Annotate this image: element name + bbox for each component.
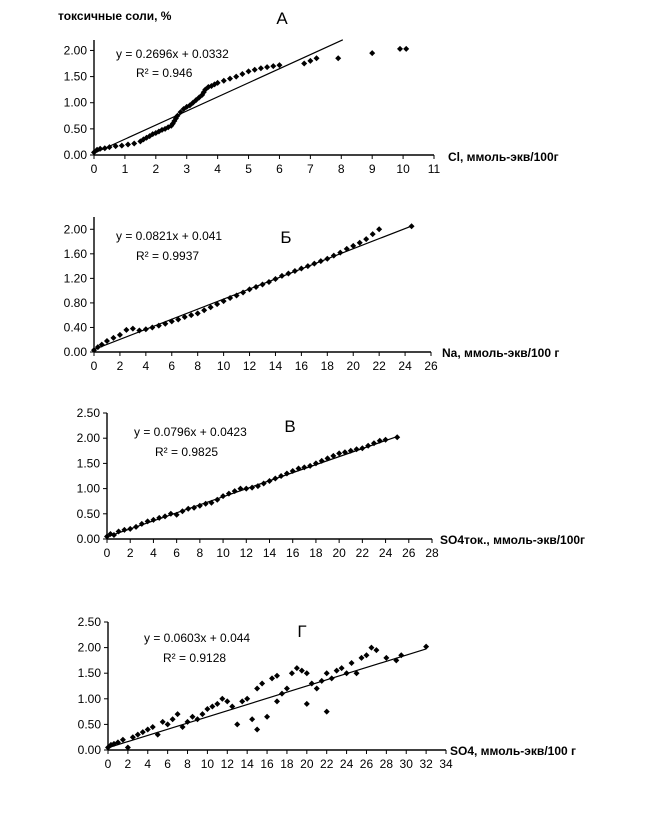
x-tick-label: 12 [239,546,253,560]
data-point [292,268,298,274]
data-point [270,63,276,69]
x-tick-label: 1 [121,162,129,176]
data-point [264,64,270,70]
data-point [383,655,389,661]
x-tick-label: 4 [150,546,157,560]
x-tick-label: 16 [286,546,300,560]
panel-letter-v: В [284,417,296,436]
data-point [162,513,168,519]
data-point [259,680,265,686]
data-point [233,74,239,80]
chart-panel-b [64,217,560,373]
data-point [284,686,290,692]
r-squared-label: R² = 0.9937 [136,249,200,263]
data-point [252,67,258,73]
data-point [195,310,201,316]
y-tick-label: 2.00 [63,222,87,237]
data-point [130,326,136,332]
data-point [224,698,230,704]
x-tick-label: 20 [300,757,314,771]
data-point [269,675,275,681]
x-tick-label: 22 [372,359,386,373]
data-point [397,46,403,52]
x-tick-label: 8 [337,162,345,176]
data-point [329,675,335,681]
x-tick-label: 12 [242,359,257,373]
data-point [274,673,280,679]
data-point [318,258,324,264]
y-tick-label: 2.50 [76,406,100,420]
x-tick-label: 6 [164,757,171,771]
x-axis-label: SO4, ммоль-экв/100 г [450,744,576,758]
x-tick-label: 26 [359,757,374,771]
data-point [272,276,278,282]
data-point [319,678,325,684]
y-tick-label: 1.60 [63,246,87,261]
data-point [307,58,313,64]
y-tick-label: 0.00 [63,148,87,162]
data-point [160,719,166,725]
regression-equation: y = 0.0603x + 0.044 [144,631,251,645]
data-point [234,721,240,727]
data-point [185,506,191,512]
x-tick-label: 10 [216,359,231,373]
data-point [260,282,266,288]
data-point [249,716,255,722]
data-point [349,660,355,666]
x-tick-label: 26 [402,546,416,560]
data-point [237,486,243,492]
data-point [175,711,181,717]
data-point [298,266,304,272]
data-point [258,65,264,71]
data-point [150,724,156,730]
chart-panel-g [78,615,576,771]
regression-equation: y = 0.2696x + 0.0332 [116,47,229,61]
data-point [246,68,252,74]
x-tick-label: 2 [152,162,160,176]
data-point [239,71,245,77]
x-tick-label: 6 [276,162,283,176]
data-point [299,668,305,674]
data-point [335,55,341,61]
data-point [311,261,317,267]
data-point [125,142,131,148]
y-tick-label: 1.00 [76,481,100,496]
x-tick-label: 0 [90,359,98,373]
data-point [324,670,330,676]
data-point [359,655,365,661]
y-tick-label: 2.00 [76,431,100,446]
x-tick-label: 10 [200,757,215,771]
y-tick-label: 0.00 [77,743,101,757]
data-point [304,670,310,676]
data-point [110,335,116,341]
y-tick-label: 1.50 [63,69,87,84]
x-tick-label: 32 [419,757,433,771]
x-tick-label: 22 [320,757,334,771]
x-tick-label: 16 [260,757,274,771]
data-point [359,445,365,451]
x-tick-label: 2 [126,546,134,560]
y-tick-label: 1.00 [77,691,101,706]
y-tick-label: 0.50 [76,506,100,521]
data-point [209,703,215,709]
data-point [194,716,200,722]
data-point [123,327,129,333]
chart-panel-v [77,406,585,560]
x-axis-label: Na, ммоль-экв/100 г [442,346,560,360]
y-tick-label: 1.20 [63,271,87,286]
data-point [314,55,320,61]
x-tick-label: 8 [184,757,191,771]
y-tick-label: 0.50 [77,717,101,732]
data-point [221,298,227,304]
data-point [221,78,227,84]
data-point [165,721,171,727]
x-tick-label: 4 [214,162,221,176]
data-point [190,714,196,720]
data-point [304,701,310,707]
regression-equation: y = 0.0821x + 0.041 [116,229,223,243]
x-tick-label: 20 [346,359,360,373]
x-tick-label: 14 [268,359,283,373]
data-point [324,256,330,262]
data-point [133,524,139,530]
x-tick-label: 20 [332,546,346,560]
data-point [143,326,149,332]
data-point [423,644,429,650]
x-tick-label: 6 [168,359,176,373]
x-tick-label: 2 [116,359,124,373]
data-point [254,686,260,692]
y-tick-label: 0.80 [63,295,87,310]
data-point [127,526,133,532]
x-tick-label: 24 [378,546,393,560]
x-tick-label: 30 [399,757,413,771]
data-point [220,493,226,499]
data-point [301,61,307,67]
data-point [266,279,272,285]
data-point [344,670,350,676]
data-point [394,434,400,440]
data-point [102,145,108,151]
data-point [334,668,340,674]
panel-letter-g: Г [297,622,307,641]
x-tick-label: 4 [144,757,152,771]
data-point [140,729,146,735]
y-tick-label: 1.50 [77,666,101,681]
data-point [254,727,260,733]
x-tick-label: 10 [396,162,410,176]
data-point [244,696,250,702]
x-tick-label: 3 [183,162,191,176]
x-tick-label: 22 [355,546,370,560]
data-point [253,284,259,290]
data-point [131,141,137,147]
x-tick-label: 0 [104,757,112,771]
data-point [409,223,415,229]
data-point [204,706,210,712]
data-point [370,231,376,237]
data-point [264,714,270,720]
y-tick-label: 0.40 [63,320,87,335]
x-tick-label: 0 [103,546,111,560]
data-point [179,508,185,514]
data-point [339,665,345,671]
data-point [145,727,151,733]
y-tick-label: 1.00 [63,95,87,110]
data-point [363,652,369,658]
y-tick-label: 0.00 [63,345,87,359]
data-point [373,647,379,653]
data-point [199,711,205,717]
y-tick-label: 2.50 [77,615,101,629]
data-point [243,486,249,492]
data-point [294,665,300,671]
chart-panel-a [64,9,559,176]
data-point [279,273,285,279]
y-tick-label: 0.50 [63,121,87,136]
x-tick-label: 34 [439,757,453,771]
data-point [369,50,375,56]
r-squared-label: R² = 0.9825 [155,445,219,459]
data-point [239,698,245,704]
data-point [162,321,168,327]
data-point [267,478,273,484]
x-tick-label: 26 [424,359,438,373]
x-tick-label: 18 [320,359,334,373]
x-axis-label: SO4ток., ммоль-экв/100г [440,533,586,547]
x-tick-label: 8 [194,359,202,373]
data-point [170,716,176,722]
x-tick-label: 2 [124,757,132,771]
data-point [247,286,253,292]
x-axis-label: Cl, ммоль-экв/100г [448,150,559,164]
x-tick-label: 5 [245,162,252,176]
data-point [117,332,123,338]
r-squared-label: R² = 0.9128 [163,651,227,665]
data-point [169,318,175,324]
x-tick-label: 18 [309,546,323,560]
x-tick-label: 24 [339,757,354,771]
data-point [289,670,295,676]
data-point [201,307,207,313]
x-tick-label: 12 [220,757,234,771]
data-point [331,253,337,259]
regression-equation: y = 0.0796x + 0.0423 [134,425,247,439]
panel-letter-a: А [276,9,288,28]
data-point [305,263,311,269]
panel-letter-b: Б [280,228,292,247]
x-tick-label: 6 [173,546,180,560]
y-tick-label: 1.50 [76,456,100,471]
x-tick-label: 8 [196,546,204,560]
data-point [135,732,141,738]
x-tick-label: 14 [262,546,277,560]
data-point [363,236,369,242]
data-point [279,691,285,697]
x-tick-label: 4 [142,359,150,373]
x-tick-label: 0 [90,162,98,176]
data-point [403,46,409,52]
data-point [174,512,180,518]
data-point [324,709,330,715]
x-tick-label: 28 [425,546,439,560]
trend-line [108,649,426,748]
x-tick-label: 28 [379,757,394,771]
data-point [314,686,320,692]
data-point [219,696,225,702]
r-squared-label: R² = 0.946 [136,66,193,80]
data-point [274,698,280,704]
x-tick-label: 7 [307,162,314,176]
data-point [272,476,278,482]
x-tick-label: 14 [240,757,254,771]
data-point [278,473,284,479]
data-point [368,645,374,651]
data-point [285,270,291,276]
data-point [376,226,382,232]
x-tick-label: 9 [368,162,376,176]
x-tick-label: 18 [280,757,294,771]
x-tick-label: 10 [216,546,230,560]
x-tick-label: 24 [398,359,412,373]
y-tick-label: 2.00 [77,640,101,655]
data-point [119,143,125,149]
x-tick-label: 11 [427,162,441,176]
y-tick-label: 2.00 [63,43,87,58]
data-point [214,701,220,707]
y-tick-label: 0.00 [76,532,100,546]
y-axis-title: токсичные соли, % [58,9,172,23]
x-tick-label: 16 [294,359,309,373]
data-point [227,76,233,82]
